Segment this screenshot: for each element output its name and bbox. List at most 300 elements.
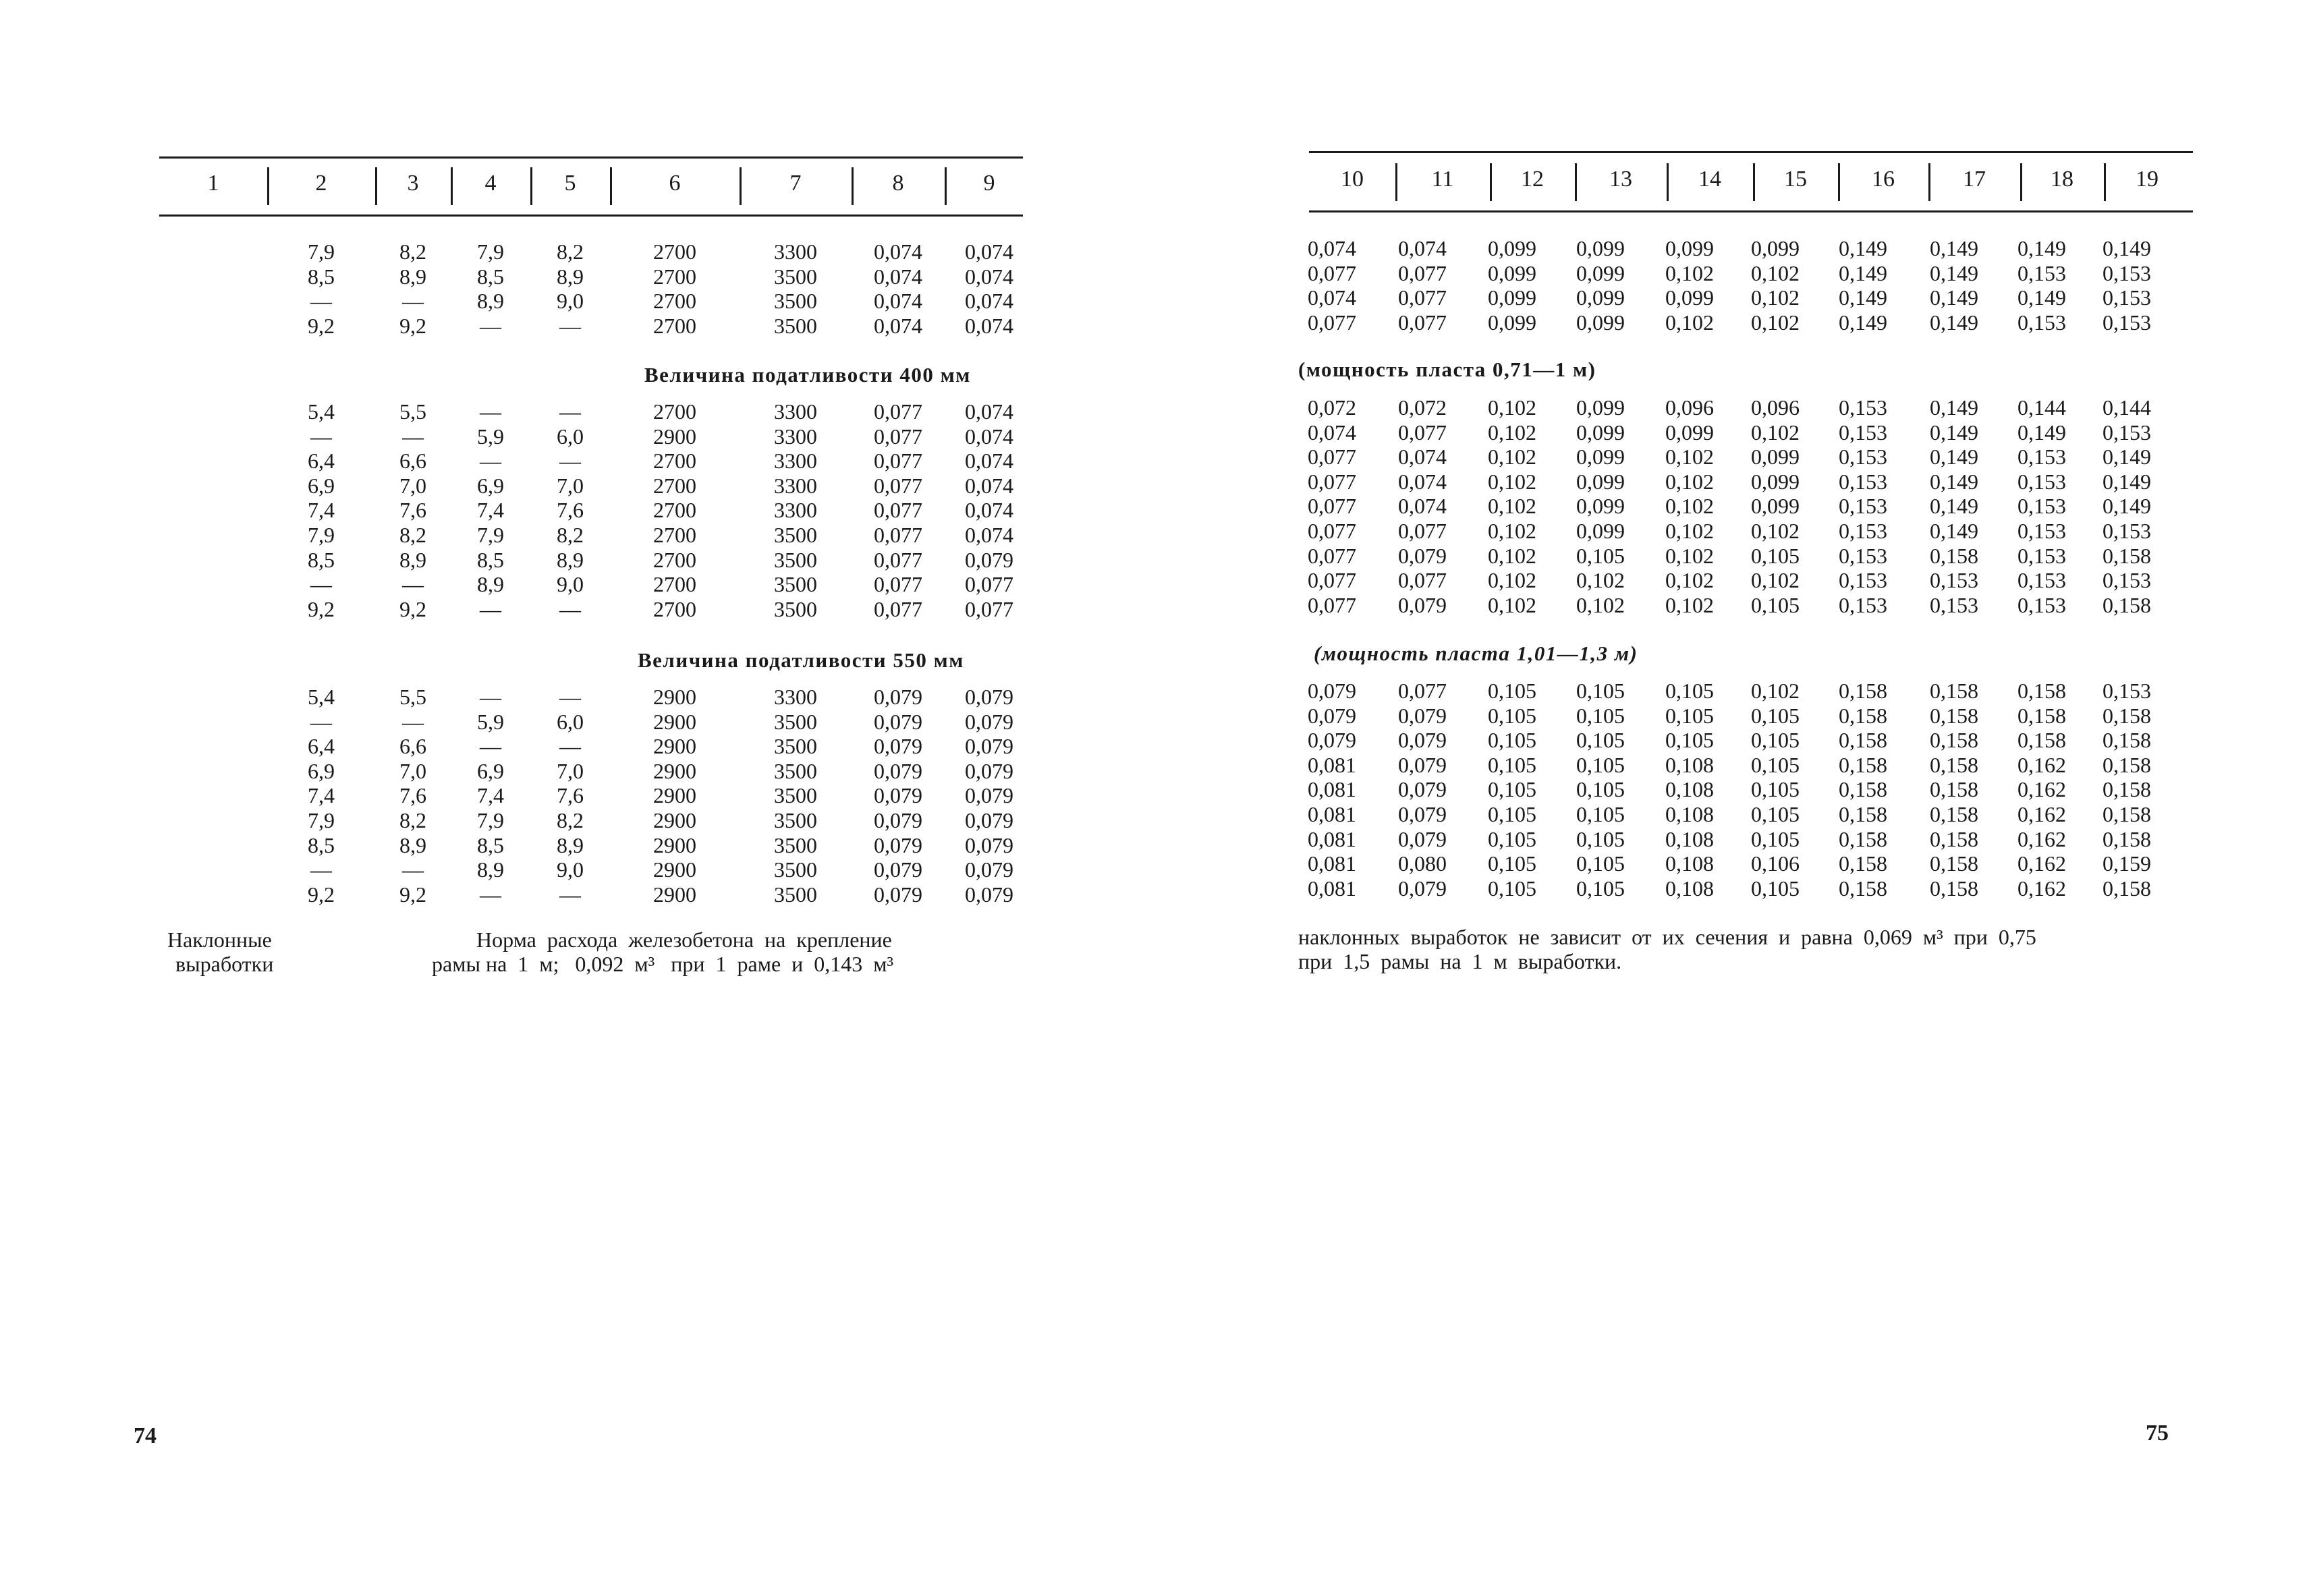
table-cell: 0,102: [1751, 260, 1800, 285]
table-cell: 6,4: [308, 449, 335, 474]
table-cell: 0,077: [874, 449, 922, 474]
table-cell: 0,149: [1930, 494, 1978, 519]
table-cell: 0,149: [2017, 236, 2066, 260]
table-cell: 0,081: [1308, 876, 1356, 901]
table-cell: 0,099: [1576, 494, 1625, 519]
table-cell: 0,077: [874, 399, 922, 424]
table-cell: 0,158: [1930, 543, 1978, 568]
table-cell: 0,153: [2017, 445, 2066, 469]
table-cell: 3500: [774, 857, 817, 882]
table-cell: [159, 548, 267, 572]
table-cell: 0,149: [1930, 236, 1978, 260]
page-75: [1155, 0, 2311, 1596]
table-cell: —: [480, 596, 501, 621]
table-cell: 0,153: [1839, 519, 1887, 543]
table-cell: 0,099: [1488, 260, 1536, 285]
table-cell: 0,105: [1665, 728, 1714, 753]
table-cell: 0,149: [2017, 420, 2066, 445]
table-row: [159, 399, 1034, 424]
table-cell: 8,2: [399, 808, 426, 832]
table-cell: 0,074: [1398, 236, 1447, 260]
table-cell: 0,099: [1488, 310, 1536, 335]
table-cell: 0,105: [1576, 703, 1625, 728]
table-cell: 0,074: [965, 449, 1013, 474]
table-cell: 6,0: [557, 424, 584, 449]
column-header-17: 17: [1928, 166, 2020, 193]
table-cell: 0,149: [1930, 260, 1978, 285]
table-row: [1289, 395, 2170, 420]
table-cell: [159, 685, 267, 709]
table-cell: 0,158: [1930, 752, 1978, 777]
table-cell: 0,077: [1398, 568, 1447, 593]
table-cell: 7,6: [557, 498, 584, 523]
table-cell: 0,079: [1308, 679, 1356, 703]
table-cell: [159, 314, 267, 338]
table-cell: 0,158: [1839, 777, 1887, 802]
table-cell: 9,2: [399, 313, 426, 338]
table-cell: 0,079: [1308, 728, 1356, 753]
table-cell: 0,099: [1576, 469, 1625, 494]
table-cell: 0,105: [1488, 679, 1536, 703]
table-cell: 0,158: [1839, 826, 1887, 851]
footer-text-line2: при 1,5 рамы на 1 м выработки.: [1298, 949, 1622, 973]
table-cell: 0,102: [1665, 260, 1714, 285]
table-cell: 8,2: [557, 239, 584, 264]
table-cell: 0,079: [965, 857, 1013, 882]
table-cell: [159, 523, 267, 547]
table-cell: [159, 424, 267, 449]
table-cell: 3500: [774, 313, 817, 338]
table-cell: 0,149: [1930, 310, 1978, 335]
table-cell: 0,153: [1839, 543, 1887, 568]
table-cell: 2900: [653, 685, 696, 709]
table-cell: 0,149: [2103, 469, 2151, 494]
table-cell: [159, 734, 267, 758]
table-cell: 9,2: [399, 596, 426, 621]
table-row: [1289, 679, 2170, 703]
table-cell: 0,079: [874, 857, 922, 882]
table-cell: 0,105: [1576, 826, 1625, 851]
table-row: [159, 474, 1034, 498]
table-cell: 0,105: [1751, 777, 1800, 802]
table-cell: 0,105: [1751, 703, 1800, 728]
table-cell: 0,153: [2103, 568, 2151, 593]
table-cell: 0,099: [1576, 236, 1625, 260]
table-cell: 0,079: [874, 758, 922, 783]
table-cell: —: [402, 572, 424, 597]
table-cell: 0,149: [1839, 285, 1887, 310]
table-cell: 3500: [774, 264, 817, 289]
table-cell: 3300: [774, 498, 817, 523]
table-cell: 3500: [774, 783, 817, 808]
table-cell: 0,158: [2017, 703, 2066, 728]
table-cell: [159, 882, 267, 907]
table-cell: 0,077: [1308, 260, 1356, 285]
table-cell: 0,149: [1839, 260, 1887, 285]
table-cell: 0,102: [1576, 568, 1625, 593]
table-cell: 7,0: [557, 758, 584, 783]
table-cell: 0,099: [1576, 260, 1625, 285]
table-cell: 0,102: [1488, 543, 1536, 568]
table-cell: 7,9: [308, 523, 335, 547]
table-cell: 0,105: [1488, 728, 1536, 753]
table-cell: 0,158: [1930, 802, 1978, 826]
table-cell: 0,158: [1930, 777, 1978, 802]
table-cell: 0,077: [1308, 568, 1356, 593]
table-cell: 3300: [774, 473, 817, 498]
table-cell: 8,2: [399, 239, 426, 264]
table-cell: —: [310, 572, 332, 597]
table-cell: 0,149: [1839, 236, 1887, 260]
table-cell: 5,4: [308, 399, 335, 424]
table-cell: 3500: [774, 808, 817, 832]
table-cell: 0,080: [1398, 851, 1447, 876]
table-cell: 0,102: [1751, 519, 1800, 543]
table-cell: —: [310, 857, 332, 882]
table-cell: 0,158: [1930, 826, 1978, 851]
table-row: [159, 759, 1034, 783]
table-cell: 9,0: [557, 857, 584, 882]
table-row: [159, 548, 1034, 572]
table-cell: 6,9: [477, 758, 504, 783]
table-cell: 0,149: [1930, 445, 1978, 469]
table-cell: —: [310, 289, 332, 314]
table-cell: 2700: [653, 289, 696, 314]
table-cell: 0,158: [1839, 876, 1887, 901]
table-cell: 2900: [653, 857, 696, 882]
table-cell: 0,102: [1488, 494, 1536, 519]
table-cell: [159, 808, 267, 832]
table-cell: 0,099: [1665, 285, 1714, 310]
table-cell: 0,077: [1308, 310, 1356, 335]
table-cell: —: [480, 734, 501, 759]
table-cell: 0,099: [1576, 395, 1625, 420]
table-cell: 0,102: [1751, 285, 1800, 310]
table-cell: 0,153: [2017, 494, 2066, 519]
table-cell: 0,074: [874, 313, 922, 338]
table-cell: 0,105: [1488, 851, 1536, 876]
table-cell: 3500: [774, 572, 817, 597]
table-cell: —: [559, 449, 581, 474]
table-cell: 0,158: [1839, 679, 1887, 703]
footer-text-line1: Норма расхода железобетона на крепление: [476, 928, 892, 952]
table-cell: 0,153: [2103, 519, 2151, 543]
column-header-14: 14: [1667, 166, 1753, 193]
column-header-5: 5: [530, 170, 610, 197]
table-cell: 0,105: [1576, 876, 1625, 901]
table-cell: 2700: [653, 473, 696, 498]
table-cell: 0,153: [2103, 285, 2151, 310]
table-cell: 0,105: [1576, 777, 1625, 802]
page-number: 74: [134, 1423, 157, 1448]
table-cell: 7,9: [477, 239, 504, 264]
table-cell: 7,6: [557, 783, 584, 808]
table-cell: 8,2: [557, 523, 584, 547]
table-cell: 0,077: [1398, 519, 1447, 543]
table-cell: 0,105: [1488, 826, 1536, 851]
table-cell: 0,149: [2103, 494, 2151, 519]
table-cell: 7,4: [477, 498, 504, 523]
table-cell: 0,077: [874, 596, 922, 621]
table-cell: 0,144: [2017, 395, 2066, 420]
table-cell: 0,079: [965, 832, 1013, 857]
table-cell: 2700: [653, 547, 696, 572]
table-cell: 0,079: [965, 882, 1013, 907]
table-cell: 0,102: [1488, 592, 1536, 617]
table-cell: 0,099: [1576, 420, 1625, 445]
table-cell: 0,079: [874, 882, 922, 907]
table-cell: —: [559, 399, 581, 424]
table-row: [159, 264, 1034, 289]
table-cell: 0,158: [2017, 728, 2066, 753]
table-cell: 6,6: [399, 449, 426, 474]
table-row: [159, 783, 1034, 807]
table-row: [159, 449, 1034, 473]
table-cell: 7,9: [308, 808, 335, 832]
table-cell: 8,9: [557, 547, 584, 572]
table-cell: 0,074: [965, 264, 1013, 289]
table-cell: 0,153: [2103, 310, 2151, 335]
table-cell: 0,158: [1930, 679, 1978, 703]
table-cell: 0,153: [2103, 679, 2151, 703]
table-cell: 0,079: [1398, 826, 1447, 851]
table-cell: 0,074: [1398, 469, 1447, 494]
table-row: [159, 808, 1034, 832]
table-row: [1289, 469, 2170, 494]
table-cell: 8,9: [399, 832, 426, 857]
table-cell: 2900: [653, 734, 696, 759]
table-cell: 0,074: [965, 239, 1013, 264]
table-cell: —: [559, 734, 581, 759]
page-number: 75: [2146, 1421, 2169, 1446]
table-cell: 0,077: [1398, 420, 1447, 445]
table-cell: 0,079: [874, 832, 922, 857]
table-cell: 6,6: [399, 734, 426, 759]
table-cell: 0,153: [2103, 420, 2151, 445]
table-cell: 0,081: [1308, 802, 1356, 826]
table-cell: 0,079: [874, 709, 922, 734]
table-row: [1289, 568, 2170, 592]
table-cell: 0,158: [1930, 703, 1978, 728]
table-cell: 0,102: [1488, 519, 1536, 543]
table-cell: 0,079: [965, 783, 1013, 808]
table-cell: 0,108: [1665, 826, 1714, 851]
table-cell: 0,077: [1398, 285, 1447, 310]
table-row: [1289, 704, 2170, 728]
table-cell: 0,102: [1665, 494, 1714, 519]
table-cell: 0,108: [1665, 802, 1714, 826]
table-cell: 0,074: [874, 239, 922, 264]
table-row: [159, 498, 1034, 522]
table-cell: [159, 857, 267, 882]
table-cell: —: [480, 399, 501, 424]
table-cell: 0,099: [1665, 236, 1714, 260]
table-cell: 0,153: [1839, 592, 1887, 617]
table-cell: 8,5: [308, 264, 335, 289]
table-cell: 0,079: [1308, 703, 1356, 728]
table-cell: 0,158: [1839, 752, 1887, 777]
table-cell: 0,079: [1398, 802, 1447, 826]
table-cell: 0,077: [1308, 445, 1356, 469]
table-cell: 8,9: [477, 857, 504, 882]
table-cell: 2700: [653, 498, 696, 523]
table-cell: 2900: [653, 882, 696, 907]
table-cell: 8,9: [399, 547, 426, 572]
table-cell: 8,2: [399, 523, 426, 547]
table-cell: 0,102: [1665, 310, 1714, 335]
table-cell: 3300: [774, 239, 817, 264]
table-cell: 0,102: [1665, 568, 1714, 593]
table-cell: [159, 710, 267, 734]
table-cell: 0,105: [1488, 752, 1536, 777]
table-row: [159, 523, 1034, 547]
table-cell: 0,153: [2017, 568, 2066, 593]
table-cell: 0,105: [1751, 728, 1800, 753]
column-header-11: 11: [1395, 166, 1490, 193]
header-bottom-rule: [159, 215, 1023, 217]
table-row: [159, 710, 1034, 734]
table-cell: 0,158: [1930, 728, 1978, 753]
table-cell: 8,5: [308, 832, 335, 857]
column-header-16: 16: [1838, 166, 1928, 193]
section-title-101: (мощность пласта 1,01—1,3 м): [1314, 642, 1638, 665]
table-cell: 0,153: [1839, 420, 1887, 445]
table-cell: —: [402, 424, 424, 449]
column-header-13: 13: [1575, 166, 1667, 193]
table-cell: 0,153: [1839, 494, 1887, 519]
table-cell: 0,074: [965, 399, 1013, 424]
column-header-15: 15: [1753, 166, 1838, 193]
table-cell: 0,099: [1576, 310, 1625, 335]
table-row: [1289, 261, 2170, 285]
table-cell: 9,2: [308, 882, 335, 907]
table-cell: 0,162: [2017, 826, 2066, 851]
column-header-row: [159, 170, 1034, 197]
table-cell: 0,158: [2103, 592, 2151, 617]
table-cell: 0,105: [1576, 679, 1625, 703]
table-cell: 0,099: [1488, 285, 1536, 310]
table-cell: 0,074: [965, 523, 1013, 547]
column-header-7: 7: [740, 170, 852, 197]
table-cell: —: [480, 449, 501, 474]
table-cell: 3300: [774, 685, 817, 709]
table-cell: 0,158: [2103, 826, 2151, 851]
table-cell: 2900: [653, 808, 696, 832]
table-cell: 0,079: [1398, 543, 1447, 568]
table-cell: 3500: [774, 758, 817, 783]
header-bottom-rule: [1309, 210, 2193, 212]
table-cell: 0,099: [1751, 236, 1800, 260]
table-cell: —: [402, 289, 424, 314]
table-cell: 0,158: [2103, 777, 2151, 802]
table-cell: 0,077: [1308, 592, 1356, 617]
column-header-row: [1309, 166, 2190, 193]
table-row: [1289, 519, 2170, 543]
table-row: [1289, 445, 2170, 469]
section-title-071: (мощность пласта 0,71—1 м): [1298, 358, 1596, 381]
table-cell: 0,102: [1488, 469, 1536, 494]
table-row: [159, 239, 1034, 264]
table-cell: —: [310, 424, 332, 449]
table-cell: 7,9: [308, 239, 335, 264]
table-row: [1289, 876, 2170, 901]
table-cell: 0,102: [1751, 568, 1800, 593]
table-cell: 0,099: [1576, 445, 1625, 469]
table-cell: 0,079: [1398, 703, 1447, 728]
table-row: [1289, 851, 2170, 876]
table-cell: 7,9: [477, 523, 504, 547]
table-cell: 0,153: [2017, 519, 2066, 543]
table-cell: 0,079: [965, 547, 1013, 572]
column-header-8: 8: [852, 170, 945, 197]
table-cell: —: [559, 882, 581, 907]
table-cell: 0,102: [1665, 543, 1714, 568]
table-cell: 2900: [653, 709, 696, 734]
table-cell: 0,149: [1930, 469, 1978, 494]
table-row: [1289, 802, 2170, 826]
table-cell: 0,077: [1398, 310, 1447, 335]
table-row: [1289, 728, 2170, 752]
table-cell: 0,077: [1398, 679, 1447, 703]
table-cell: 2700: [653, 572, 696, 597]
table-cell: —: [310, 709, 332, 734]
table-cell: 3500: [774, 709, 817, 734]
table-cell: 0,105: [1576, 543, 1625, 568]
table-cell: 0,077: [874, 523, 922, 547]
table-cell: 5,9: [477, 709, 504, 734]
table-cell: 0,162: [2017, 752, 2066, 777]
table-cell: 0,153: [2017, 592, 2066, 617]
column-header-4: 4: [451, 170, 530, 197]
table-cell: 3500: [774, 523, 817, 547]
table-cell: 0,149: [1930, 420, 1978, 445]
table-cell: 2900: [653, 424, 696, 449]
table-cell: 0,158: [2103, 752, 2151, 777]
table-cell: 0,102: [1488, 395, 1536, 420]
table-row: [159, 289, 1034, 313]
table-cell: 0,099: [1665, 420, 1714, 445]
table-cell: 2700: [653, 313, 696, 338]
table-cell: 0,102: [1665, 519, 1714, 543]
table-cell: 0,149: [2103, 236, 2151, 260]
table-cell: 3300: [774, 424, 817, 449]
table-cell: [159, 399, 267, 424]
table-cell: 0,153: [1930, 568, 1978, 593]
table-cell: 0,153: [1839, 395, 1887, 420]
table-cell: 9,0: [557, 572, 584, 597]
table-cell: 6,9: [308, 473, 335, 498]
table-cell: 0,105: [1751, 752, 1800, 777]
table-cell: 0,079: [874, 783, 922, 808]
table-cell: 7,0: [557, 473, 584, 498]
table-top-rule: [159, 156, 1023, 159]
table-cell: 0,079: [874, 734, 922, 759]
table-cell: 0,158: [2103, 876, 2151, 901]
table-cell: 0,099: [1751, 469, 1800, 494]
table-cell: [159, 289, 267, 313]
table-cell: 5,4: [308, 685, 335, 709]
column-header-1: 1: [207, 171, 219, 196]
table-cell: 0,079: [965, 758, 1013, 783]
table-cell: 0,153: [2017, 310, 2066, 335]
table-cell: 7,0: [399, 473, 426, 498]
footer-text-line1: наклонных выработок не зависит от их сечения и равна 0,069 м³ при 0,75: [1298, 925, 2036, 949]
table-cell: 0,162: [2017, 802, 2066, 826]
table-cell: 0,102: [1751, 310, 1800, 335]
table-cell: 0,162: [2017, 851, 2066, 876]
table-cell: 0,158: [2103, 543, 2151, 568]
table-row: [1289, 310, 2170, 335]
